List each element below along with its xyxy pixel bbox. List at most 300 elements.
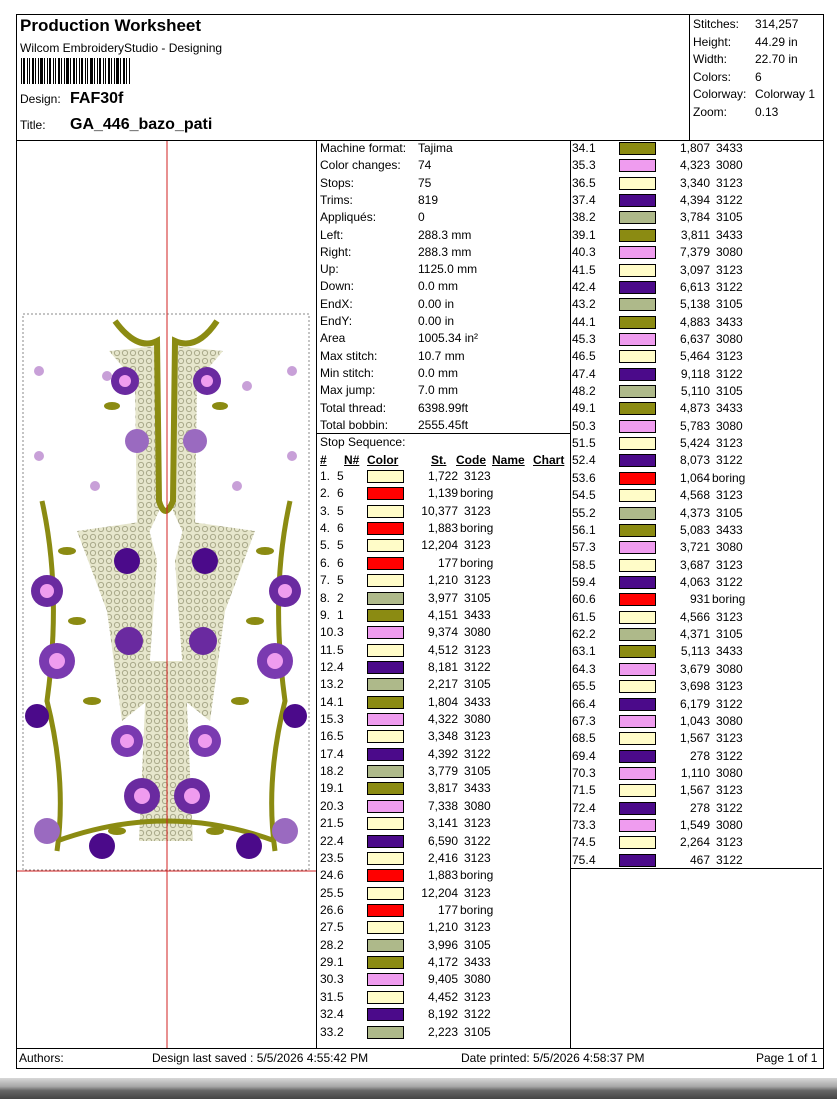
stitch-count: 1,110 (680, 765, 710, 780)
sequence-row (320, 711, 565, 728)
color-swatch (619, 663, 656, 676)
header-chart: Chart (533, 453, 565, 467)
sequence-row (320, 485, 565, 502)
header-name: Name (492, 453, 525, 467)
stitch-count: 278 (689, 800, 710, 815)
stop-number: 41. (572, 262, 589, 277)
color-swatch (367, 782, 404, 795)
summary-value: 0.0 mm (418, 365, 459, 380)
thread-code: 3123 (716, 557, 743, 572)
stop-number: 67. (572, 713, 589, 728)
thread-code: 3080 (716, 245, 743, 260)
stop-number: 27. (320, 920, 337, 935)
needle-number: 6 (337, 521, 344, 536)
sequence-row (320, 728, 565, 745)
thread-code: 3123 (464, 885, 491, 900)
stitch-count: 4,512 (427, 642, 458, 657)
stitch-count: 3,996 (427, 937, 458, 952)
color-swatch (619, 698, 656, 711)
summary-value: 288.3 mm (418, 244, 472, 259)
stitch-count: 4,568 (679, 488, 710, 503)
summary-value: Tajima (418, 141, 453, 155)
sequence-row (320, 1024, 565, 1041)
sequence-row (572, 175, 817, 192)
sequence-row (320, 468, 565, 485)
stop-number: 72. (572, 800, 589, 815)
thread-code: 3123 (716, 175, 743, 190)
stop-number: 51. (572, 436, 589, 451)
color-swatch (619, 576, 656, 589)
summary-value: 0.00 in (418, 296, 455, 311)
sequence-row (572, 505, 817, 522)
stats-divider (689, 14, 690, 140)
needle-number: 1 (589, 141, 596, 155)
color-swatch (619, 316, 656, 329)
color-swatch (619, 281, 656, 294)
summary-label: EndX: (320, 296, 353, 311)
stop-number: 54. (572, 488, 589, 503)
thread-code: 3122 (716, 193, 743, 208)
stitch-count: 12,204 (421, 885, 458, 900)
summary-value: 0.0 mm (418, 279, 459, 294)
header-needle: N# (344, 453, 360, 467)
thread-code: 3080 (464, 712, 491, 727)
color-swatch (367, 800, 404, 813)
thread-code: 3080 (716, 331, 743, 346)
color-swatch (619, 559, 656, 572)
color-swatch (619, 159, 656, 172)
needle-number: 3 (589, 245, 596, 260)
color-swatch (367, 522, 404, 535)
thread-code: 3123 (464, 642, 491, 657)
needle-number: 4 (589, 748, 596, 763)
needle-number: 1 (589, 522, 596, 537)
stat-value: 314,257 (755, 17, 799, 31)
color-swatch (619, 385, 656, 398)
stop-number: 5. (320, 538, 331, 553)
stitch-count: 4,371 (679, 627, 710, 642)
thread-code: 3123 (716, 835, 743, 850)
sequence-row (572, 834, 817, 851)
color-swatch (619, 836, 656, 849)
color-swatch (619, 229, 656, 242)
needle-number: 3 (589, 331, 596, 346)
stop-number: 11. (320, 642, 336, 657)
color-swatch (619, 402, 656, 415)
stop-number: 31. (320, 989, 337, 1004)
thread-code: 3080 (716, 713, 743, 728)
color-swatch (619, 732, 656, 745)
color-swatch (619, 541, 656, 554)
needle-number: 5 (589, 679, 596, 694)
sequence-row (572, 748, 817, 765)
sequence-row (320, 850, 565, 867)
color-swatch (619, 246, 656, 259)
summary-value: 0.00 in (418, 314, 455, 328)
color-swatch (619, 854, 656, 867)
sequence-row (572, 383, 817, 400)
needle-number: 5 (589, 609, 596, 624)
sequence-row (572, 591, 817, 608)
stitch-count: 8,192 (427, 1007, 458, 1022)
stitch-count: 2,217 (427, 677, 458, 692)
stop-number: 13. (320, 677, 337, 692)
page-title: Production Worksheet (20, 16, 202, 35)
stop-number: 62. (572, 627, 589, 642)
sequence-row (572, 487, 817, 504)
needle-number: 1 (589, 314, 596, 329)
sequence-row (572, 643, 817, 660)
color-swatch (619, 645, 656, 658)
stitch-count: 1,139 (427, 486, 458, 501)
stitch-count: 4,151 (427, 607, 458, 622)
summary-value: 6398.99ft (418, 400, 469, 415)
stitch-count: 3,721 (679, 540, 710, 555)
thread-code: 3080 (716, 818, 743, 833)
needle-number: 4 (589, 800, 596, 815)
color-swatch (619, 298, 656, 311)
stitch-count: 2,416 (427, 850, 458, 865)
sequence-row (320, 971, 565, 988)
color-swatch (367, 765, 404, 778)
needle-number: 4 (589, 366, 596, 381)
needle-number: 1 (589, 644, 596, 659)
stitch-count: 6,637 (679, 331, 710, 346)
footer-authors: Authors: (19, 1051, 64, 1065)
thread-code: 3433 (464, 607, 491, 622)
color-swatch (619, 368, 656, 381)
color-swatch (619, 767, 656, 780)
thread-code: 3123 (464, 503, 491, 518)
needle-number: 3 (337, 625, 344, 640)
thread-code: 3433 (464, 694, 491, 709)
stitch-count: 1,883 (427, 868, 458, 883)
stop-number: 19. (320, 781, 337, 796)
thread-code: 3123 (464, 469, 491, 483)
needle-number: 4 (589, 852, 596, 867)
color-swatch (367, 904, 404, 917)
sequence-row (572, 296, 817, 313)
sequence-row (572, 418, 817, 435)
barcode-icon (21, 58, 131, 84)
thread-code: boring (460, 868, 494, 883)
stitch-count: 5,138 (679, 297, 710, 312)
stop-number: 47. (572, 366, 589, 381)
stop-number: 8. (320, 590, 331, 605)
sequence-row (320, 746, 565, 763)
stat-label: Width: (693, 52, 728, 66)
thread-code: 3123 (464, 573, 491, 588)
stitch-count: 6,590 (427, 833, 458, 848)
color-swatch (367, 939, 404, 952)
summary-label: Down: (320, 279, 355, 294)
stitch-count: 3,348 (427, 729, 458, 744)
lace-panel (175, 521, 255, 721)
stop-number: 43. (572, 297, 589, 312)
color-swatch (619, 611, 656, 624)
needle-number: 6 (337, 555, 344, 570)
sequence-row (572, 262, 817, 279)
sequence-row (572, 157, 817, 174)
sequence-row (572, 400, 817, 417)
column-divider-2 (570, 140, 571, 1048)
color-swatch (367, 557, 404, 570)
needle-number: 5 (337, 503, 344, 518)
color-swatch (367, 678, 404, 691)
stop-number: 17. (320, 746, 337, 761)
stat-value: 0.13 (755, 104, 779, 119)
sequence-row (572, 331, 817, 348)
needle-number: 5 (589, 436, 596, 451)
stitch-count: 1,804 (427, 694, 458, 709)
stop-number: 45. (572, 331, 589, 346)
stat-label: Zoom: (693, 104, 728, 119)
sequence-row (320, 1006, 565, 1023)
summary-value: 1005.34 in² (418, 331, 479, 346)
thread-code: 3105 (464, 1024, 491, 1039)
summary-value: 74 (418, 158, 432, 173)
thread-code: 3122 (716, 366, 743, 381)
sequence-row (320, 642, 565, 659)
needle-number: 3 (589, 713, 596, 728)
thread-code: 3123 (716, 679, 743, 694)
stitch-count: 2,223 (427, 1024, 458, 1039)
color-swatch (619, 489, 656, 502)
stitch-count: 7,379 (679, 245, 710, 260)
needle-number: 2 (337, 1024, 344, 1039)
thread-code: 3123 (716, 731, 743, 746)
sequence-row (320, 867, 565, 884)
stat-value: 44.29 in (755, 34, 798, 49)
stop-number: 34. (572, 141, 589, 155)
summary-value: 10.7 mm (418, 348, 465, 363)
summary-label: Total thread: (320, 400, 387, 415)
stitch-count: 9,118 (680, 366, 710, 381)
stop-number: 21. (320, 816, 337, 831)
thread-code: 3433 (464, 781, 491, 796)
stop-number: 57. (572, 540, 589, 555)
summary-label: Min stitch: (320, 365, 375, 380)
needle-number: 5 (589, 262, 596, 277)
summary-label: Machine format: (320, 141, 407, 155)
stop-number: 28. (320, 937, 337, 952)
needle-number: 3 (337, 972, 344, 987)
stop-number: 75. (572, 852, 589, 867)
thread-code: 3080 (716, 661, 743, 676)
summary-label: Color changes: (320, 158, 401, 173)
sequence-row (320, 676, 565, 693)
thread-code: 3123 (716, 488, 743, 503)
sequence-row (572, 852, 817, 869)
stitch-count: 4,452 (427, 989, 458, 1004)
thread-code: boring (460, 555, 494, 570)
needle-number: 5 (589, 783, 596, 798)
stitch-count: 7,338 (427, 798, 458, 813)
thread-code: 3123 (716, 783, 743, 798)
thread-code: 3123 (716, 609, 743, 624)
thread-code: 3080 (716, 418, 743, 433)
stat-value: 6 (755, 69, 762, 84)
stop-number: 26. (320, 903, 337, 917)
color-swatch (367, 713, 404, 726)
stop-number: 16. (320, 729, 337, 744)
stop-number: 22. (320, 833, 337, 848)
needle-number: 5 (589, 557, 596, 572)
summary-label: Area (320, 331, 346, 346)
sequence-row (572, 730, 817, 747)
sequence-row (320, 520, 565, 537)
thread-code: 3122 (716, 696, 743, 711)
needle-number: 6 (589, 470, 596, 485)
footer-divider (16, 1048, 823, 1049)
needle-number: 4 (589, 696, 596, 711)
needle-number: 3 (337, 712, 344, 727)
sequence-row (572, 470, 817, 487)
software-subtitle: Wilcom EmbroideryStudio - Designing (20, 41, 223, 55)
needle-number: 5 (589, 731, 596, 746)
needle-number: 2 (589, 384, 596, 399)
sequence-row (320, 503, 565, 520)
color-swatch (619, 750, 656, 763)
stitch-count: 3,817 (427, 781, 458, 796)
stop-number: 42. (572, 279, 589, 294)
needle-number: 3 (589, 540, 596, 555)
color-swatch (619, 350, 656, 363)
stitch-count: 3,698 (679, 679, 710, 694)
thread-code: 3080 (464, 798, 491, 813)
stitch-count: 6,179 (679, 696, 710, 711)
thread-code: 3433 (464, 955, 491, 970)
needle-number: 1 (589, 227, 596, 242)
color-swatch (367, 887, 404, 900)
thread-code: boring (460, 903, 494, 917)
color-swatch (367, 592, 404, 605)
header-code: Code (456, 453, 486, 467)
stitch-count: 5,110 (680, 384, 710, 399)
stop-number: 68. (572, 731, 589, 746)
color-swatch (619, 211, 656, 224)
lace-panel (139, 661, 193, 841)
thread-code: 3105 (716, 210, 743, 225)
thread-code: 3122 (464, 746, 491, 761)
stop-number: 50. (572, 418, 589, 433)
needle-number: 4 (589, 279, 596, 294)
color-swatch (619, 715, 656, 728)
stitch-count: 8,181 (427, 659, 458, 674)
sequence-row (572, 192, 817, 209)
thread-code: boring (712, 470, 746, 485)
color-swatch (367, 730, 404, 743)
thread-code: 3123 (464, 729, 491, 744)
stitch-count: 177 (437, 555, 458, 570)
stitch-count: 931 (689, 592, 710, 607)
stop-number: 24. (320, 868, 337, 883)
color-swatch (367, 817, 404, 830)
needle-number: 2 (589, 627, 596, 642)
needle-number: 6 (589, 592, 596, 607)
thread-code: 3433 (716, 141, 743, 155)
stop-number: 14. (320, 694, 337, 709)
stitch-count: 1,210 (427, 573, 458, 588)
stop-number: 35. (572, 158, 589, 173)
lace-panel (77, 521, 157, 721)
sequence-row (320, 937, 565, 954)
needle-number: 5 (337, 729, 344, 744)
thread-code: 3123 (464, 850, 491, 865)
stop-number: 49. (572, 401, 589, 416)
sequence-row (572, 279, 817, 296)
thread-code: 3122 (464, 1007, 491, 1022)
stop-number: 59. (572, 575, 589, 589)
needle-number: 3 (589, 418, 596, 433)
stitch-count: 4,883 (679, 314, 710, 329)
thread-code: 3122 (464, 659, 491, 674)
sequence-row (320, 763, 565, 780)
color-swatch (619, 333, 656, 346)
stitch-count: 5,464 (679, 349, 710, 364)
sequence-row (572, 800, 817, 817)
stop-number: 7. (320, 573, 331, 588)
sequence-row (320, 815, 565, 832)
stop-number: 70. (572, 765, 589, 780)
color-swatch (367, 609, 404, 622)
color-swatch (619, 454, 656, 467)
stat-label: Colorway: (693, 87, 747, 101)
thread-code: 3123 (464, 920, 491, 935)
color-swatch (367, 852, 404, 865)
stitch-count: 177 (437, 903, 458, 917)
thread-code: 3105 (464, 937, 491, 952)
stop-number: 30. (320, 972, 337, 987)
needle-number: 1 (337, 955, 344, 970)
needle-number: 4 (589, 193, 596, 208)
sequence-row (572, 557, 817, 574)
stitch-count: 5,083 (679, 522, 710, 537)
sequence-row (572, 661, 817, 678)
footer-printed: Date printed: 5/5/2026 4:58:37 PM (461, 1051, 645, 1065)
needle-number: 5 (337, 920, 344, 935)
stat-value: Colorway 1 (755, 87, 816, 101)
needle-number: 4 (337, 833, 344, 848)
color-swatch (367, 835, 404, 848)
thread-code: 3122 (716, 852, 743, 867)
stitch-count: 1,883 (427, 521, 458, 536)
stitch-count: 1,722 (427, 469, 458, 483)
needle-number: 3 (589, 661, 596, 676)
needle-number: 5 (337, 885, 344, 900)
stop-number: 9. (320, 607, 331, 622)
summary-label: Trims: (320, 192, 353, 207)
stop-number: 40. (572, 245, 589, 260)
sequence-row (320, 780, 565, 797)
sequence-row (572, 366, 817, 383)
sequence-row (572, 765, 817, 782)
stop-number: 25. (320, 885, 337, 900)
thread-code: 3123 (716, 436, 743, 451)
summary-value: 2555.45ft (418, 417, 469, 432)
stop-number: 56. (572, 522, 589, 537)
needle-number: 5 (337, 816, 344, 831)
color-swatch (619, 264, 656, 277)
needle-number: 1 (589, 401, 596, 416)
thread-code: 3105 (464, 764, 491, 779)
summary-value: 819 (418, 192, 439, 207)
stop-number: 65. (572, 679, 589, 694)
summary-label: Appliqués: (320, 210, 377, 225)
needle-number: 1 (337, 781, 344, 796)
stitch-count: 5,783 (679, 418, 710, 433)
thread-code: 3105 (716, 297, 743, 312)
